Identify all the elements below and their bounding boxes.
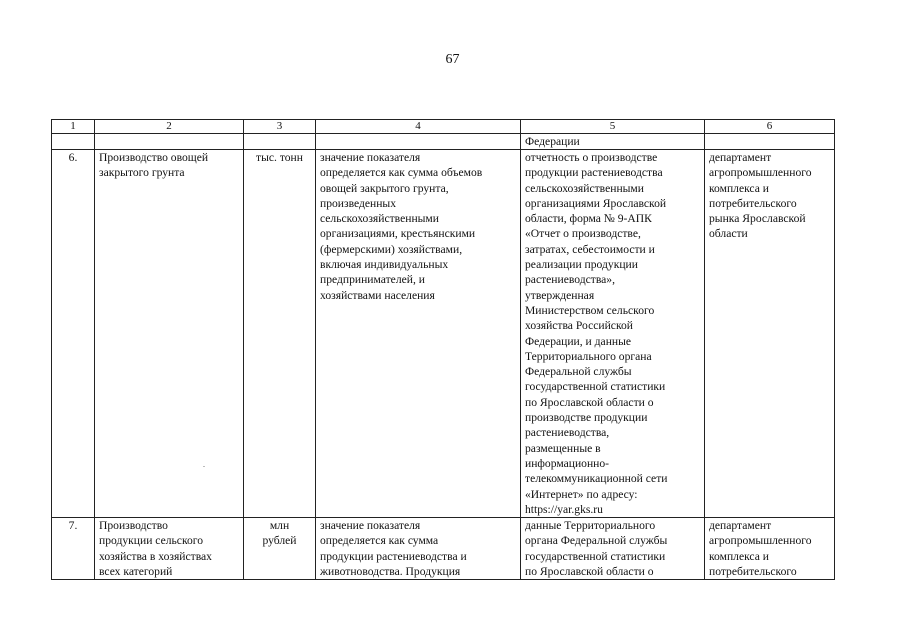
data-source: данные Территориального органа Федеральной службы государственной статистики по Ярославской области о	[521, 518, 705, 580]
calculation-method: значение показателя определяется как сумма продукции растениеводства и животноводства. Продукция	[316, 518, 521, 580]
responsible-body: департамент агропромышленного комплекса и потребительского	[705, 518, 835, 580]
scan-speck	[203, 466, 205, 467]
column-header-6: 6	[705, 120, 835, 134]
table-row	[52, 518, 835, 580]
continuation-cell-3	[244, 134, 316, 150]
indicator-name: Производство продукции сельского хозяйства в хозяйствах всех категорий	[95, 518, 244, 580]
unit-of-measure: млн рублей	[244, 518, 316, 580]
indicators-table	[51, 119, 835, 580]
row-number: 7.	[52, 518, 95, 580]
data-source: отчетность о производстве продукции растениеводства сельскохозяйственными организациями Ярославской области, форма № 9-АПК «Отчет о производстве, затратах, себестоимости и реализации продукции растениеводства», утвержденная Министерством сельского хозяйства Российской Федерации, и данные Территориального органа Федеральной службы государственной статистики по Ярославской области о производстве продукции растениеводства, размещенные в информационно- телекоммуникационной сети «Интернет» по адресу: https://yar.gks.ru	[521, 150, 705, 518]
column-header-2: 2	[95, 120, 244, 134]
row-number: 6.	[52, 150, 95, 518]
column-header-1: 1	[52, 120, 95, 134]
column-header-5: 5	[521, 120, 705, 134]
indicator-name: Производство овощей закрытого грунта	[95, 150, 244, 518]
continuation-cell-2	[95, 134, 244, 150]
continuation-cell-1	[52, 134, 95, 150]
responsible-body: департамент агропромышленного комплекса и потребительского рынка Ярославской области	[705, 150, 835, 518]
calculation-method: значение показателя определяется как сумма объемов овощей закрытого грунта, произведенных сельскохозяйственными организациями, крестьянскими (фермерскими) хозяйствами, включая индивидуальных предпринимателей, и хозяйствами населения	[316, 150, 521, 518]
unit-of-measure: тыс. тонн	[244, 150, 316, 518]
column-header-4: 4	[316, 120, 521, 134]
continuation-cell-5: Федерации	[521, 134, 705, 150]
continuation-cell-4	[316, 134, 521, 150]
continuation-row	[52, 134, 835, 150]
continuation-cell-6	[705, 134, 835, 150]
page-bottom-margin	[0, 581, 905, 640]
page-number: 67	[445, 52, 460, 67]
column-header-3: 3	[244, 120, 316, 134]
table-row	[52, 150, 835, 518]
column-number-row	[52, 120, 835, 134]
